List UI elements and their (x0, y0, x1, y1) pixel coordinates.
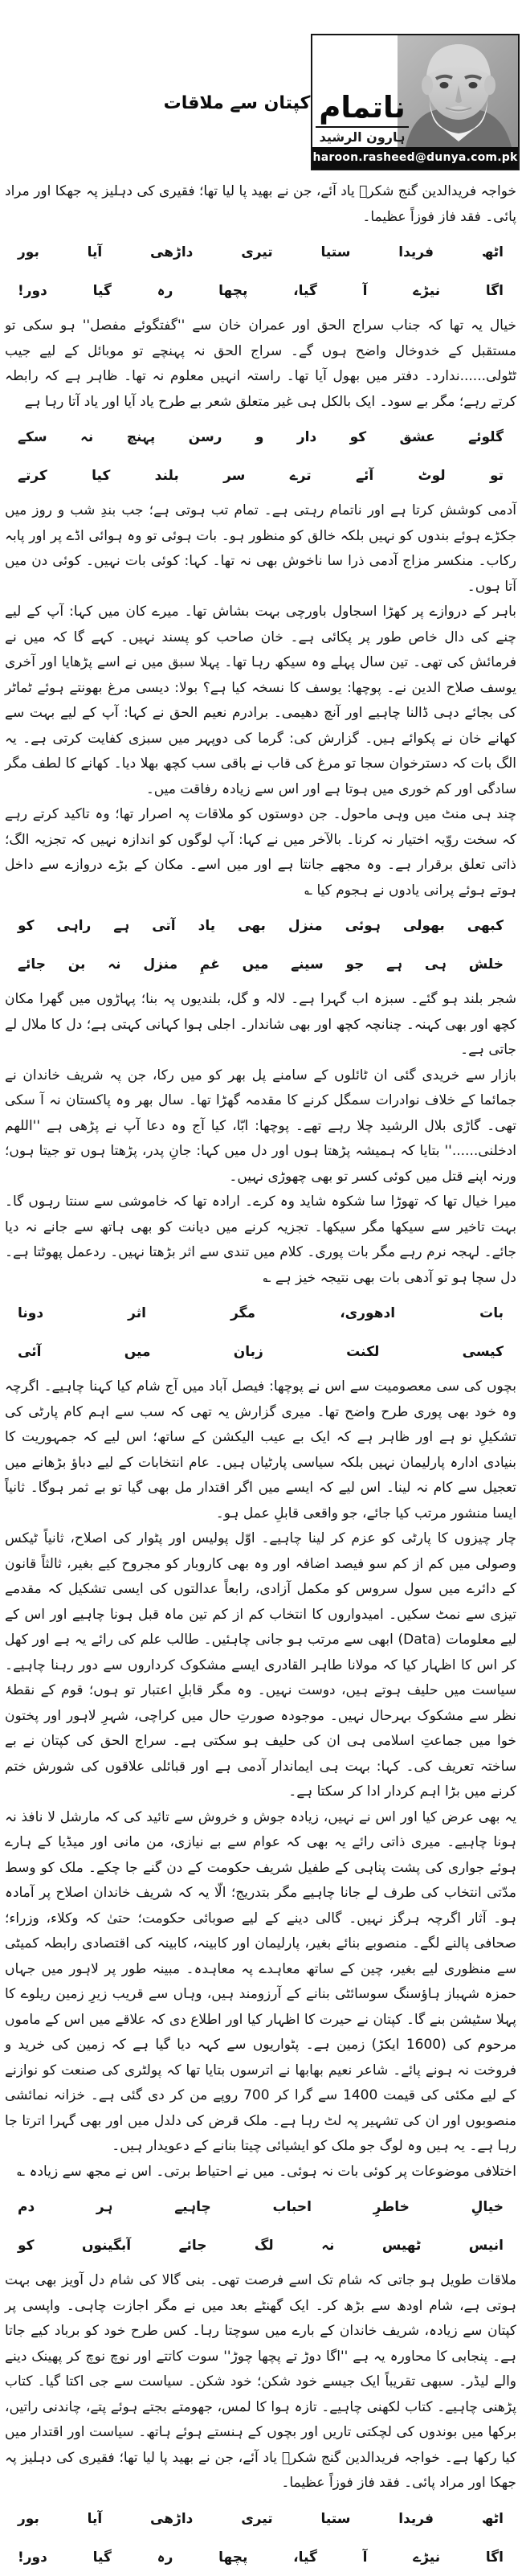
verse-line: بات ادھوری، مگر اثر دونا (18, 1305, 504, 1321)
verse-couplet (5, 2189, 516, 2264)
verse-line: اٹھ فریدا ستیا تیری داڑھی آیا بور (18, 244, 504, 260)
verse-line: کیسی لکنت زبان میں آئی (18, 1344, 504, 1360)
verse-line: خیالِ خاطرِ احباب چاہیے ہر دم (18, 2199, 504, 2215)
paragraph: ملاقات طویل ہو جاتی کہ شام تک اسے فرصت تھی۔ بنی گالا کی شام دل آویز بھی بہت ہوتی ہے، شام اودھ سے بڑھ کر۔ ایک گھنٹے بعد میں نے مگر اجازت چاہی۔ واپسی پر کپتان سے زیادہ، شریف خاندان کے بارے میں سوچتا رہا۔ کس طرح خود کو برباد کیے جاتا ہے۔ پنجابی کا محاورہ یہ ہے ''اگا دوڑ تے پچھا چوڑ'' سوت کاتتے اور نوچ نوچ کر پھینک دینے والے لیڈر۔ سبھی تقریباً ایک جیسے خود شکن؛ خود شکن۔ سیاست سے جی اکتا گیا۔ کتاب پڑھنی چاہیے۔ کتاب لکھنی چاہیے۔ تازہ ہوا کا لمس، جھومتے بجتے ہوئے پتے، چاندنی راتیں، برکھا میں بوندوں کی لچکتی تاریں اور بچوں کے ہنستے ہوئے ہاتھ۔ سیاست اور اقتدار میں کیا رکھا ہے۔ خواجہ فریدالدین گنج شکرؒ یاد آئے، جن نے بھید پا لیا تھا؛ فقیری کی دہلیز پہ جھکا اور مراد پائی۔ فقد فاز فوزاً عظیما۔ (5, 2272, 516, 2491)
column-title: ناتمام (319, 90, 406, 125)
paragraph: میرا خیال تھا کہ تھوڑا سا شکوہ شاید وہ کرے۔ ارادہ تھا کہ خاموشی سے سنتا رہوں گا۔ بہت تاخیر سے سیکھا مگر سیکھا۔ تجزیہ کرنے میں دیانت کو بھی ہاتھ سے جانے نہ دیا جائے۔ لہجہ نرم رہے مگر بات پوری۔ کلام میں تندی سے اثر بڑھتا نہیں۔ ردعمل پھوٹتا ہے۔ دل سچا ہو تو آدھی بات بھی نتیجہ خیز ہے ؎ (5, 1194, 516, 1286)
paragraph: اختلافی موضوعات پر کوئی بات نہ ہوئی۔ میں نے احتیاط برتی۔ اس نے مجھ سے زیادہ ؎ (17, 2163, 516, 2180)
author-name: ہارون الرشید (319, 129, 406, 145)
verse-line: خلش ہی ہے جو سینے میں غمِ منزل نہ بن جائے (18, 956, 504, 973)
verse-line: اگا نیڑے آ گیا، پچھا رہ گیا دور! (18, 2549, 504, 2566)
paragraph: خواجہ فریدالدین گنج شکرؒ یاد آئے، جن نے بھید پا لیا تھا؛ فقیری کی دہلیز پہ جھکا اور مراد پائی۔ فقد فاز فوزاً عظیما۔ (5, 183, 516, 225)
verse-line: اٹھ فریدا ستیا تیری داڑھی آیا بور (18, 2510, 504, 2527)
verse-line: گلوئے عشق کو دار و رسن پہنچ نہ سکے (18, 429, 504, 445)
paragraph: چند ہی منٹ میں وہی ماحول۔ جن دوستوں کو ملاقات پہ اصرار تھا؛ وہ تاکید کرتے رہے کہ سخت روّیہ اختیار نہ کرنا۔ بالآخر میں نے کہا: آپ لوگوں کو اندازہ نہیں کہ تجزیہ الگ؛ ذاتی تعلق برقرار ہے۔ وہ مجھے جانتا ہے اور میں اسے۔ مکان کے بڑے دروازے سے داخل ہوتے ہوئے پرانی یادوں نے ہجوم کیا ؎ (5, 806, 516, 899)
author-photo (398, 35, 518, 147)
paragraph: بازار سے خریدی گئی ان ٹائلوں کے سامنے پل بھر کو میں رکا، جن پہ شریف خاندان نے جمائما کے خلاف نوادرات سمگل کرنے کا مقدمہ گھڑا تھا۔ سال بھر وہ پاکستان نہ آ سکی تھی۔ گاڑی بلال الرشید چلا رہے تھے۔ پوچھا: ابّا، کیا آج وہ دعا آپ نے پڑھی ہے ''اللھم ادخلنی......'' بتایا کہ ہمیشہ پڑھتا ہوں اور دل میں کہا: جانِ پدر، پڑھتا ہوں تو جیتا ہوں؛ ورنہ اپنے قتل میں کوئی کسر تو بھی چھوڑی نہیں۔ (5, 1067, 516, 1185)
verse-line: اگا نیڑے آ گیا، پچھا رہ گیا دور! (18, 283, 504, 299)
column-masthead (311, 34, 520, 170)
paragraph: باہر کے دروازے پر کھڑا اسجاول باورچی بہت بشاش تھا۔ میرے کان میں کہا: آپ کے لیے چنے کی دال خاص طور پر پکائی ہے۔ خان صاحب کو پسند نہیں۔ کہے گا کہ میں نے فرمائش کی تھی۔ تین سال پہلے وہ سیکھ رہا تھا۔ پہلا سبق میں نے اسے پڑھایا اور آخری یوسف صلاح الدین نے۔ پوچھا: یوسف کا نسخہ کیا ہے؟ بولا: دیسی مرغ بھونتے ہوئے ٹماٹر کی بجائے دہی ڈالنا چاہیے اور آنچ دھیمی۔ برادرم نعیم الحق نے کہا: آپ کے لیے بہت سے کھانے خان نے پکوائے ہیں۔ گزارش کی: گرما کی دوپہر میں سبزی کفایت کرتی ہے۔ یہ الگ بات کہ دسترخوان سجا تو مرغ کی قاب نے باقی سب کچھ بھلا دیا۔ کھانے کا لطف مگر سادگی اور کم خوری میں ہوتا ہے اور اس سے زیادہ رفاقت میں۔ (5, 604, 516, 797)
article-body (5, 179, 517, 2566)
author-portrait-icon (398, 35, 518, 147)
verse-couplet (5, 907, 516, 983)
paragraph: آدمی کوشش کرتا ہے اور ناتمام رہتی ہے۔ تمام تب ہوتی ہے؛ جب بندِ شب و روز میں جکڑے ہوئے بندوں کو نہیں بلکہ خالق کو منظور ہو۔ بات ہوئی تو وہ ہوائی اڈے پر اور پابہ رکاب۔ منکسر مزاج آدمی ذرا سا ناخوش بھی نہ تھا۔ کہا: کوئی بات نہیں۔ کوئی دن میں آتا ہوں۔ (5, 502, 516, 595)
paragraph: شجر بلند ہو گئے۔ سبزہ اب گہرا ہے۔ لالہ و گل، بلندیوں پہ بنا؛ پہاڑوں میں گھرا مکان کچھ اور بھی کہنہ۔ چنانچہ کچھ اور بھی شاندار۔ اجلی ہوا کہانی کہتی ہے؛ دل کا ملال لے جاتی ہے۔ (5, 991, 516, 1058)
masthead-left-panel (317, 35, 407, 147)
verse-line: انیس ٹھیس نہ لگ جائے آبگینوں کو (18, 2238, 504, 2254)
verse-couplet (5, 2500, 516, 2576)
article-title: کپتان سے ملاقات (163, 93, 311, 113)
title-divider (316, 126, 409, 128)
paragraph: چار چیزوں کا پارٹی کو عزم کر لینا چاہیے۔ اوّل پولیس اور پٹوار کی اصلاح، ثانیاً ٹیکس وصولی میں کم از کم سو فیصد اضافہ اور وہ بھی کاروبار کو مجروح کیے بغیر، ثالثاً قانون کے دائرے میں سول سروس کو مکمل آزادی، رابعاً عدالتوں کی ایسی تشکیل کہ مقدمے تیزی سے نمٹ سکیں۔ امیدواروں کا انتخاب کم از کم تین ماہ قبل ہونا چاہیے اور اس کے لیے معلومات (Data) ابھی سے مرتب ہو جانی چاہئیں۔ طالب علم کی رائے یہ ہے اور کھل کر اس کا اظہار کیا کہ مولانا طاہر القادری ایسے مشکوک کرداروں سے دور رہنا چاہیے۔ سیاست میں حلیف ہوتے ہیں، دوست نہیں۔ وہ مگر قابلِ اعتبار تو ہوں؛ قوم کے نقطۂ نظر سے مشکوک بہرحال نہیں۔ موجودہ صورتِ حال میں کراچی، شہرِ لاہور اور پختون خوا میں جماعتِ اسلامی ہی ان کی حلیف ہو سکتی ہے۔ سراج الحق کی کپتان نے بے ساختہ تعریف کی۔ کہا: بہت ہی ایماندار آدمی ہے اور قبائلی علاقوں کی شورش ختم کرنے میں بڑا اہم کردار ادا کر سکتا ہے۔ (5, 1530, 517, 1800)
paragraph: یہ بھی عرض کیا اور اس نے نہیں، زیادہ جوش و خروش سے تائید کی کہ مارشل لا نافذ نہ ہونا چاہیے۔ میری ذاتی رائے یہ بھی کہ عوام سے بے نیازی، من مانی اور میڈیا کے ہارے ہوئے جواری کی پشت پناہی کے طفیل شریف حکومت کے دن گنے جا چکے۔ ملک کو وسط مدّتی انتخاب کی طرف لے جانا چاہیے مگر بتدریج؛ الّا یہ کہ شریف خاندان اصلاح پر آمادہ ہو۔ آثار اگرچہ ہرگز نہیں۔ گالی دینے کے لیے صوبائی حکومت؛ حتیٰ کہ وکلاء، وزراء؛ صحافی پالنے لگے۔ منصوبے بنائے بغیر، پارلیمان اور کابینہ، کابینہ کی اقتصادی رابطہ کمیٹی سے منظوری لیے بغیر، چین کے ساتھ معاہدے پہ معاہدہ۔ مبینہ طور پر لاہور میں جہاں حمزہ شہباز ہاؤسنگ سوسائٹی بنانے کے آرزومند ہیں، وہاں سے قریب زیرِ زمین ریلوے کا پہلا سٹیشن بنے گا۔ کپتان نے حیرت کا اظہار کیا اور اطلاع دی کہ علاقے میں اس کے ماموں مرحوم کی (1600 ایکڑ) زمین ہے۔ پٹواریوں سے کہہ دیا گیا ہے کہ زمین کی خرید و فروخت نہ ہونے پائے۔ شاعر نعیم بھابھا نے اترسوں بتایا تھا کہ پولٹری کی صنعت کو نوازنے کے لیے مکئی کی قیمت 1400 سے گرا کر 700 روپے من کر دی گئی ہے۔ خزانہ نمائشی منصوبوں اور ان کی تشہیر پہ لٹ رہا ہے۔ ملک قرض کی دلدل میں اور بھی گہرا اترتا جا رہا ہے۔ یہ ہیں وہ لوگ جو ملک کو ایشیائی چیتا بنانے کے دعویدار ہیں۔ (5, 1808, 516, 2154)
verse-line: تو لوٹ آئے ترے سر بلند کیا کرتے (18, 468, 504, 484)
verse-couplet (5, 1295, 516, 1370)
paragraph: خیال یہ تھا کہ جناب سراج الحق اور عمران خان سے ''گفتگوئے مفصل'' ہو سکی تو مستقبل کے خدوخال واضح ہوں گے۔ سراج الحق نہ پہنچے تو موبائل کے لیے جیب ٹٹولی......ندارد۔ دفتر میں بھول آیا تھا۔ راستہ انہیں معلوم نہ تھا۔ ظاہر ہے کہ رابطہ کرتے رہے؛ مگر بے سود۔ ایک بالکل ہی غیر متعلق شعر بے طرح یاد آیا اور یاد آتا رہا ہے (5, 317, 516, 410)
verse-line: کبھی بھولی ہوئی منزل بھی یاد آتی ہے راہی کو (18, 918, 504, 934)
verse-couplet (5, 419, 516, 494)
verse-couplet (5, 234, 516, 309)
author-email-link[interactable]: haroon.rasheed@dunya.com.pk (312, 147, 518, 169)
paragraph: بچوں کی سی معصومیت سے اس نے پوچھا: فیصل آباد میں آج شام کیا کہنا چاہیے۔ اگرچہ وہ خود بھی پوری طرح واضح تھا۔ میری گزارش یہ تھی کہ سب سے اہم کام پارٹی کی تشکیلِ نو ہے اور ظاہر ہے کہ ایک بے عیب الیکشن کے ساتھ؛ اس لیے کہ جمہوریت کا بنیادی ادارہ پارلیمان نہیں بلکہ سیاسی پارٹیاں ہیں۔ عام انتخابات کے لیے دباؤ بڑھانے میں تعجیل سے کام نہ لینا۔ اس لیے کہ ایسے میں اگر اقتدار مل بھی گیا تو بے ثمر ہوگا۔ ثانیاً ایسا منشور مرتب کیا جائے، جو واقعی قابلِ عمل ہو۔ (5, 1378, 516, 1521)
